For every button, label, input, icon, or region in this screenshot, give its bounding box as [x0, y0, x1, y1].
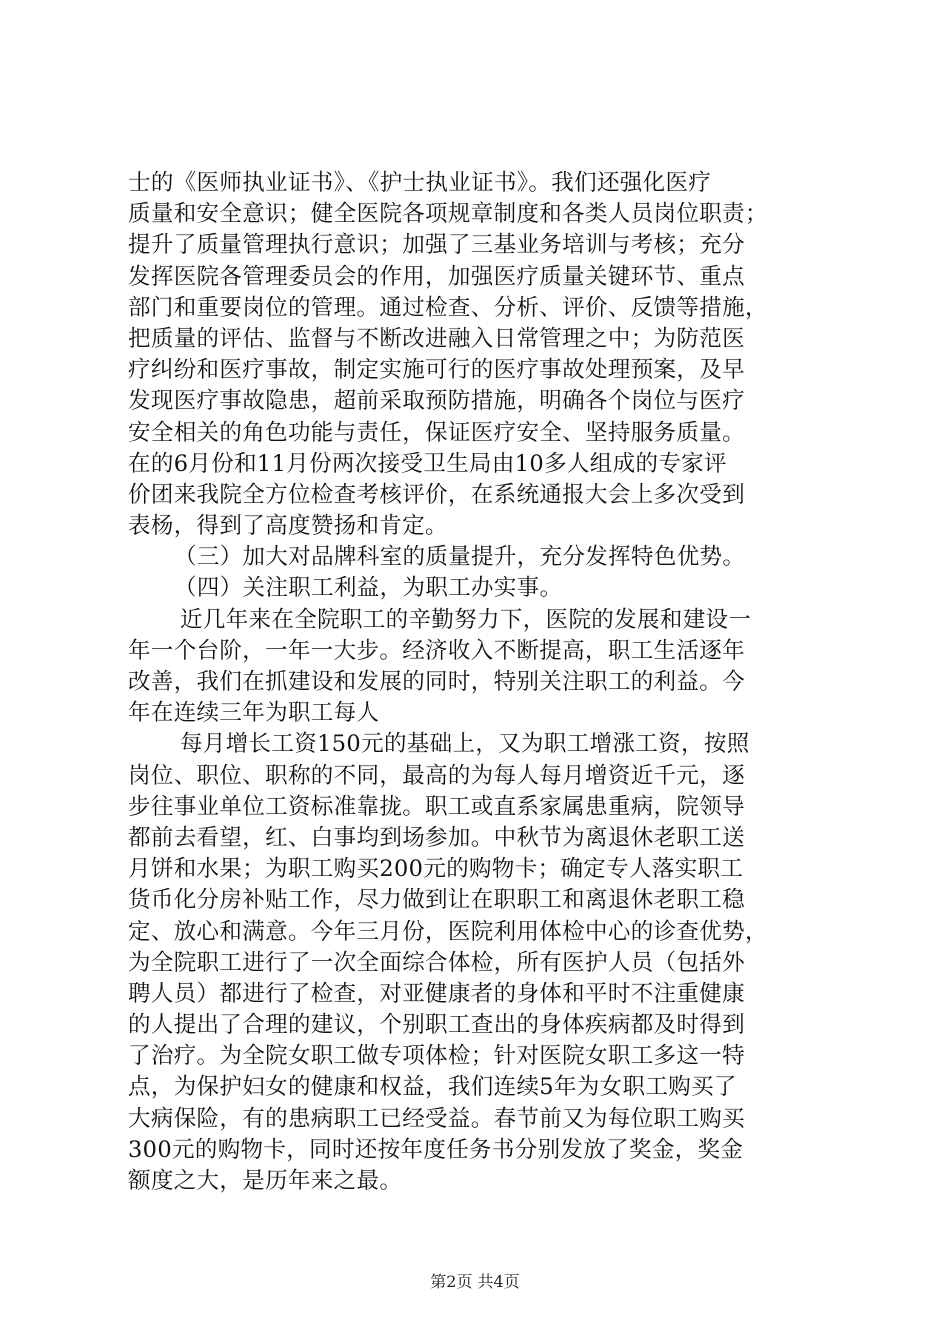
text-line: 了治疗。为全院女职工做专项体检；针对医院女职工多这一特: [128, 1043, 745, 1070]
paragraph-start-line: 近几年来在全院职工的辛勤努力下，医院的发展和建设一: [180, 606, 752, 633]
text-line: 都前去看望，红、白事均到场参加。中秋节为离退休老职工送: [128, 824, 745, 851]
text-line: 发现医疗事故隐患，超前采取预防措施，明确各个岗位与医疗: [128, 388, 745, 415]
text-line: 定、放心和满意。今年三月份，医院利用体检中心的诊查优势，: [128, 918, 768, 945]
text-line: 价团来我院全方位检查考核评价，在系统通报大会上多次受到: [128, 481, 745, 508]
text-line: 步往事业单位工资标准靠拢。职工或直系家属患重病，院领导: [128, 793, 745, 820]
section-heading: （四）关注职工利益，为职工办实事。: [174, 575, 563, 602]
text-line: 把质量的评估、监督与不断改进融入日常管理之中；为防范医: [128, 325, 745, 352]
section-heading: （三）加大对品牌科室的质量提升，充分发挥特色优势。: [174, 544, 746, 571]
text-line: 表杨，得到了高度赞扬和肯定。: [128, 513, 448, 540]
text-line: 月饼和水果；为职工购买200元的购物卡；确定专人落实职工: [128, 856, 744, 883]
text-line: 额度之大，是历年来之最。: [128, 1168, 403, 1194]
text-line: 改善，我们在抓建设和发展的同时，特别关注职工的利益。今: [128, 669, 745, 695]
text-line: 货币化分房补贴工作，尽力做到让在职职工和离退休老职工稳: [128, 887, 745, 914]
text-line: 部门和重要岗位的管理。通过检查、分析、评价、反馈等措施，: [128, 294, 768, 321]
text-line: 疗纠纷和医疗事故，制定实施可行的医疗事故处理预案，及早: [128, 357, 745, 384]
text-line: 安全相关的角色功能与责任，保证医疗安全、坚持服务质量。: [128, 419, 745, 446]
text-line: 聘人员）都进行了检查，对亚健康者的身体和平时不注重健康: [128, 980, 745, 1007]
text-line: 的人提出了合理的建议，个别职工查出的身体疾病都及时得到: [128, 1012, 745, 1039]
text-line: 300元的购物卡，同时还按年度任务书分别发放了奖金，奖金: [128, 1136, 744, 1163]
text-line: 年在连续三年为职工每人: [128, 700, 380, 727]
text-line: 岗位、职位、职称的不同，最高的为每人每月增资近千元，逐: [128, 762, 745, 789]
page-number-footer: 第2页 共4页: [430, 1272, 520, 1291]
body-text: [128, 168, 840, 1197]
text-line: 大病保险，有的患病职工已经受益。春节前又为每位职工购买: [128, 1105, 745, 1132]
text-line: 点，为保护妇女的健康和权益，我们连续5年为女职工购买了: [128, 1074, 737, 1101]
text-line: 年一个台阶，一年一大步。经济收入不断提高，职工生活逐年: [128, 637, 745, 664]
text-line: 提升了质量管理执行意识；加强了三基业务培训与考核；充分: [128, 232, 745, 259]
text-line: 士的《医师执业证书》、《护士执业证书》。我们还强化医疗: [128, 170, 712, 196]
text-line: 质量和安全意识；健全医院各项规章制度和各类人员岗位职责；: [128, 201, 768, 228]
paragraph-start-line: 每月增长工资150元的基础上，又为职工增涨工资，按照: [180, 731, 750, 758]
text-line: 在的6月份和11月份两次接受卫生局由10多人组成的专家评: [128, 450, 727, 477]
text-line: 为全院职工进行了一次全面综合体检，所有医护人员（包括外: [128, 949, 745, 976]
text-line: 发挥医院各管理委员会的作用，加强医疗质量关键环节、重点: [128, 263, 745, 290]
